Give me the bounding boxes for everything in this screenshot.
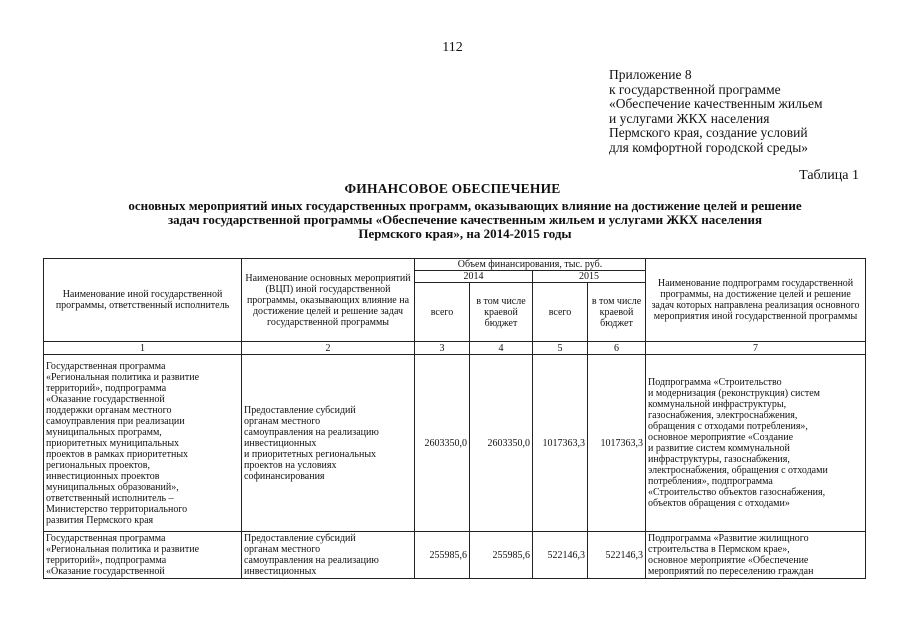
column-number-row: [44, 342, 866, 355]
subprogram-cell: [646, 532, 866, 579]
subprogram-line: газоснабжения, электроснабжения,: [648, 410, 798, 421]
subtitle-line: основных мероприятий иных государственных программ, оказывающих влияние на достижение целей и решение: [128, 198, 802, 213]
subprogram-line: и развитие систем коммунальной: [648, 443, 790, 454]
subprogram-line: потребления», подпрограмма: [648, 476, 773, 487]
appendix-line: «Обеспечение качественным жильем: [609, 96, 823, 111]
appendix-block: [609, 68, 823, 155]
program-cell: [44, 532, 242, 579]
program-line: проектов в рамках приоритетных: [46, 448, 189, 460]
document-subtitle: [70, 199, 860, 241]
program-line: Министерство территориального: [46, 503, 188, 515]
program-line: приоритетных муниципальных: [46, 437, 180, 449]
subprogram-line: инфраструктуры, газоснабжения,: [648, 454, 790, 465]
program-line: Государственная программа: [46, 360, 166, 372]
header-year-2014: 2014: [415, 271, 533, 283]
measure-cell: [242, 532, 415, 579]
measure-line: инвестиционных: [244, 566, 317, 577]
table-row: [44, 355, 866, 532]
measure-line: Предоставление субсидий: [244, 404, 356, 416]
header-regional-2014: в том числе краевой бюджет: [470, 283, 533, 342]
appendix-line: для комфортной городской среды»: [609, 139, 809, 155]
column-number: 2: [242, 342, 415, 355]
subprogram-line: мероприятий по переселению граждан: [648, 566, 814, 577]
subprogram-line: электроснабжения, обращения с отходами: [648, 465, 828, 476]
subprogram-line: основное мероприятие «Обеспечение: [648, 555, 809, 566]
measure-line: софинансирования: [244, 470, 325, 482]
header-subprogram: Наименование подпрограмм государственной программы, на достижение целей и решение задач которых направлена реализация основного мероприятия иной государственной программы: [646, 259, 866, 342]
subtitle-line: Пермского края», на 2014-2015 годы: [358, 226, 572, 241]
total-2014-cell: 2603350,0: [415, 355, 470, 532]
subprogram-line: строительства в Пермском крае»,: [648, 544, 790, 555]
header-funding: Объем финансирования, тыс. руб.: [415, 259, 646, 271]
program-line: «Региональная политика и развитие: [46, 544, 200, 555]
program-line: развития Пермского края: [46, 514, 154, 526]
subprogram-line: «Строительство объектов газоснабжения,: [648, 487, 826, 498]
appendix-line: к государственной программе: [609, 81, 781, 97]
subprogram-cell: [646, 355, 866, 532]
table-label: Таблица 1: [799, 168, 859, 183]
program-line: «Оказание государственной: [46, 393, 165, 405]
program-line: «Региональная политика и развитие: [46, 371, 200, 383]
subprogram-line: коммунальной инфраструктуры,: [648, 399, 787, 410]
regional-2014-cell: 255985,6: [470, 532, 533, 579]
page-number: 112: [442, 40, 463, 55]
header-regional-2015: в том числе краевой бюджет: [588, 283, 646, 342]
header-total-2014: всего: [415, 283, 470, 342]
column-number: 3: [415, 342, 470, 355]
measure-line: самоуправления на реализацию: [244, 555, 379, 566]
header-year-2015: 2015: [533, 271, 646, 283]
program-cell: [44, 355, 242, 532]
appendix-line: Пермского края, создание условий: [609, 125, 808, 140]
regional-2015-cell: 1017363,3: [588, 355, 646, 532]
program-line: ответственный исполнитель –: [46, 492, 174, 504]
measure-line: и приоритетных региональных: [244, 448, 377, 460]
program-line: «Оказание государственной: [46, 566, 165, 577]
program-line: муниципальных программ,: [46, 426, 162, 438]
regional-2014-cell: 2603350,0: [470, 355, 533, 532]
program-line: инвестиционных проектов: [46, 470, 160, 482]
measure-line: Предоставление субсидий: [244, 533, 356, 544]
document-title: ФИНАНСОВОЕ ОБЕСПЕЧЕНИЕ: [344, 181, 561, 196]
column-number: 1: [44, 342, 242, 355]
subprogram-line: Подпрограмма «Строительство: [648, 377, 782, 388]
measure-line: самоуправления на реализацию: [244, 426, 379, 438]
table-row: [44, 532, 866, 579]
program-line: территорий», подпрограмма: [46, 555, 167, 566]
column-number: 7: [646, 342, 866, 355]
appendix-line: и услугами ЖКХ населения: [609, 110, 770, 126]
regional-2015-cell: 522146,3: [588, 532, 646, 579]
column-number: 4: [470, 342, 533, 355]
program-line: Государственная программа: [46, 533, 166, 544]
subprogram-line: объектов обращения с отходами»: [648, 498, 790, 509]
subprogram-line: Подпрограмма «Развитие жилищного: [648, 533, 809, 544]
measure-line: органам местного: [244, 415, 321, 427]
column-number: 6: [588, 342, 646, 355]
program-line: поддержки органам местного: [46, 404, 172, 416]
column-number: 5: [533, 342, 588, 355]
program-line: муниципальных образований»,: [46, 481, 179, 493]
header-total-2015: всего: [533, 283, 588, 342]
measure-line: органам местного: [244, 544, 321, 555]
program-line: территорий», подпрограмма: [46, 382, 167, 394]
measure-cell: [242, 355, 415, 532]
financing-table: [43, 258, 866, 579]
header-program: Наименование иной государственной программы, ответственный исполнитель: [44, 259, 242, 342]
header-measure: Наименование основных мероприятий (ВЦП) иной государственной программы, оказывающих влияние на достижение целей и решение задач государственной программы: [242, 259, 415, 342]
total-2014-cell: 255985,6: [415, 532, 470, 579]
appendix-line: Приложение 8: [609, 67, 692, 82]
total-2015-cell: 522146,3: [533, 532, 588, 579]
program-line: самоуправления при реализации: [46, 415, 185, 427]
measure-line: проектов на условиях: [244, 459, 337, 471]
total-2015-cell: 1017363,3: [533, 355, 588, 532]
program-line: региональных проектов,: [46, 459, 150, 471]
measure-line: инвестиционных: [244, 437, 317, 449]
subprogram-line: обращения с отходами потребления»,: [648, 421, 808, 432]
subtitle-line: задач государственной программы «Обеспечение качественным жильем и услугами ЖКХ населения: [167, 212, 763, 227]
subprogram-line: основное мероприятие «Создание: [648, 432, 794, 443]
subprogram-line: и модернизация (реконструкция) систем: [648, 388, 820, 399]
